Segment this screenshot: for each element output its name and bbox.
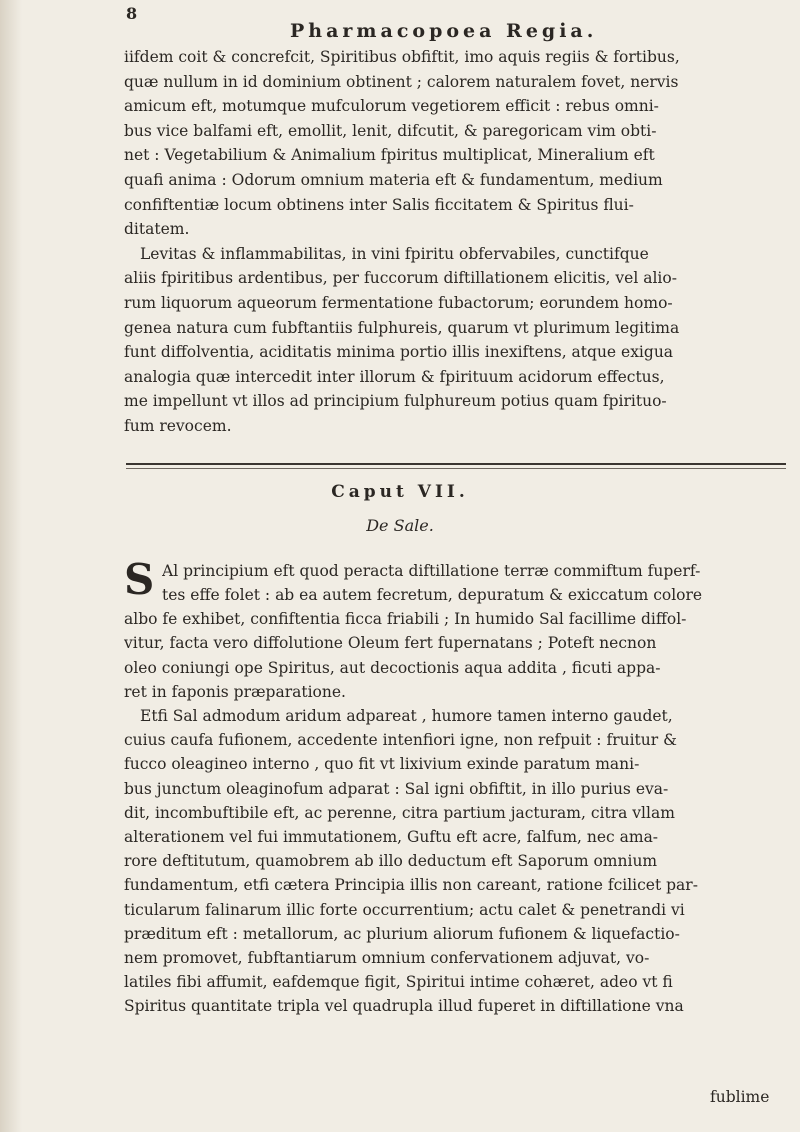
text-line: rum liquorum aqueorum fermentatione fubactorum; eorundem homo- [124, 294, 673, 312]
text-line: ticularum falinarum illic forte occurrentium; actu calet & penetrandi vi [124, 900, 685, 919]
text-line: alterationem vel fui immutationem, Guftu eft acre, falfum, nec ama- [124, 828, 659, 846]
text-line: albo fe exhibet, confiftentia ficca friabili ; In humido Sal facillime diffol- [124, 610, 687, 629]
text-line: me impellunt vt illos ad principium fulphureum potius quam fpirituo- [124, 392, 667, 411]
section-divider-rule [126, 463, 786, 465]
text-line: quafi anima : Odorum omnium materia eft & fundamentum, medium [124, 171, 663, 189]
text-line: bus vice balfami eft, emollit, lenit, difcutit, & paregoricam vim obti- [124, 121, 657, 140]
text-line: latiles fibi affumit, eafdemque figit, Spiritui intime cohæret, adeo vt fi [124, 973, 673, 992]
text-line: Etfi Sal admodum aridum adpareat , humore tamen interno gaudet, [140, 707, 673, 725]
text-line: nem promovet, fubftantiarum omnium confervationem adjuvat, vo- [124, 949, 650, 967]
chapter-title: Caput VII. [331, 482, 469, 502]
text-line: bus junctum oleaginofum adparat : Sal igni obfiftit, in illo purius eva- [124, 779, 669, 798]
running-head: Pharmacopoea Regia. [290, 20, 598, 42]
page-gutter [0, 0, 22, 1132]
text-line: dit, incombuftibile eft, ac perenne, citra partium jacturam, citra vllam [124, 803, 675, 822]
text-line: præditum eft : metallorum, ac plurium aliorum fufionem & liquefactio- [124, 924, 680, 943]
text-line: Spiritus quantitate tripla vel quadrupla illud fuperet in diftillatione vna [124, 997, 684, 1016]
text-line: confiftentiæ locum obtinens inter Salis ficcitatem & Spiritus flui- [124, 195, 634, 214]
drop-cap-initial: S [124, 555, 155, 604]
text-line: quæ nullum in id dominium obtinent ; calorem naturalem fovet, nervis [124, 72, 679, 91]
text-line: genea natura cum fubftantiis fulphureis, quarum vt plurimum legitima [124, 318, 680, 337]
text-line: ditatem. [124, 220, 190, 239]
text-line: vitur, facta vero diffolutione Oleum fert fupernatans ; Poteft necnon [124, 634, 657, 653]
text-line: fucco oleagineo interno , quo fit vt lixivium exinde paratum mani- [124, 755, 640, 774]
text-line: funt diffolventia, aciditatis minima portio illis inexiftens, atque exigua [124, 343, 674, 362]
text-line: aliis fpiritibus ardentibus, per fuccorum diftillationem elicitis, vel alio- [124, 269, 677, 288]
text-line: oleo coniungi ope Spiritus, aut decoctionis aqua addita , ficuti appa- [124, 658, 661, 677]
text-line: net : Vegetabilium & Animalium fpiritus multiplicat, Mineralium eft [124, 146, 655, 165]
text-line: cuius caufa fufionem, accedente intenfiori igne, non refpuit : fruitur & [124, 731, 677, 750]
catchword: fublime [710, 1088, 770, 1106]
text-line: tes effe folet : ab ea autem fecretum, depuratum & exiccatum colore [162, 586, 703, 604]
page-number: 8 [126, 4, 138, 23]
text-line: analogia quæ intercedit inter illorum & fpirituum acidorum effectus, [124, 367, 665, 386]
text-line: Al principium eft quod peracta diftillatione terræ commiftum fuperf- [162, 562, 701, 580]
text-line: Levitas & inflammabilitas, in vini fpiritu obfervabiles, cunctifque [140, 244, 649, 263]
chapter-subtitle: De Sale. [366, 516, 434, 535]
text-line: fundamentum, etfi cætera Principia illis non careant, ratione fcilicet par- [124, 876, 698, 895]
text-line: ret in faponis præparatione. [124, 682, 346, 701]
text-line: iifdem coit & concrefcit, Spiritibus obfiftit, imo aquis regiis & fortibus, [124, 48, 680, 66]
text-line: rore deftitutum, quamobrem ab illo deductum eft Saporum omnium [124, 852, 658, 871]
text-line: fum revocem. [124, 417, 232, 435]
text-line: amicum eft, motumque mufculorum vegetiorem efficit : rebus omni- [124, 97, 659, 116]
